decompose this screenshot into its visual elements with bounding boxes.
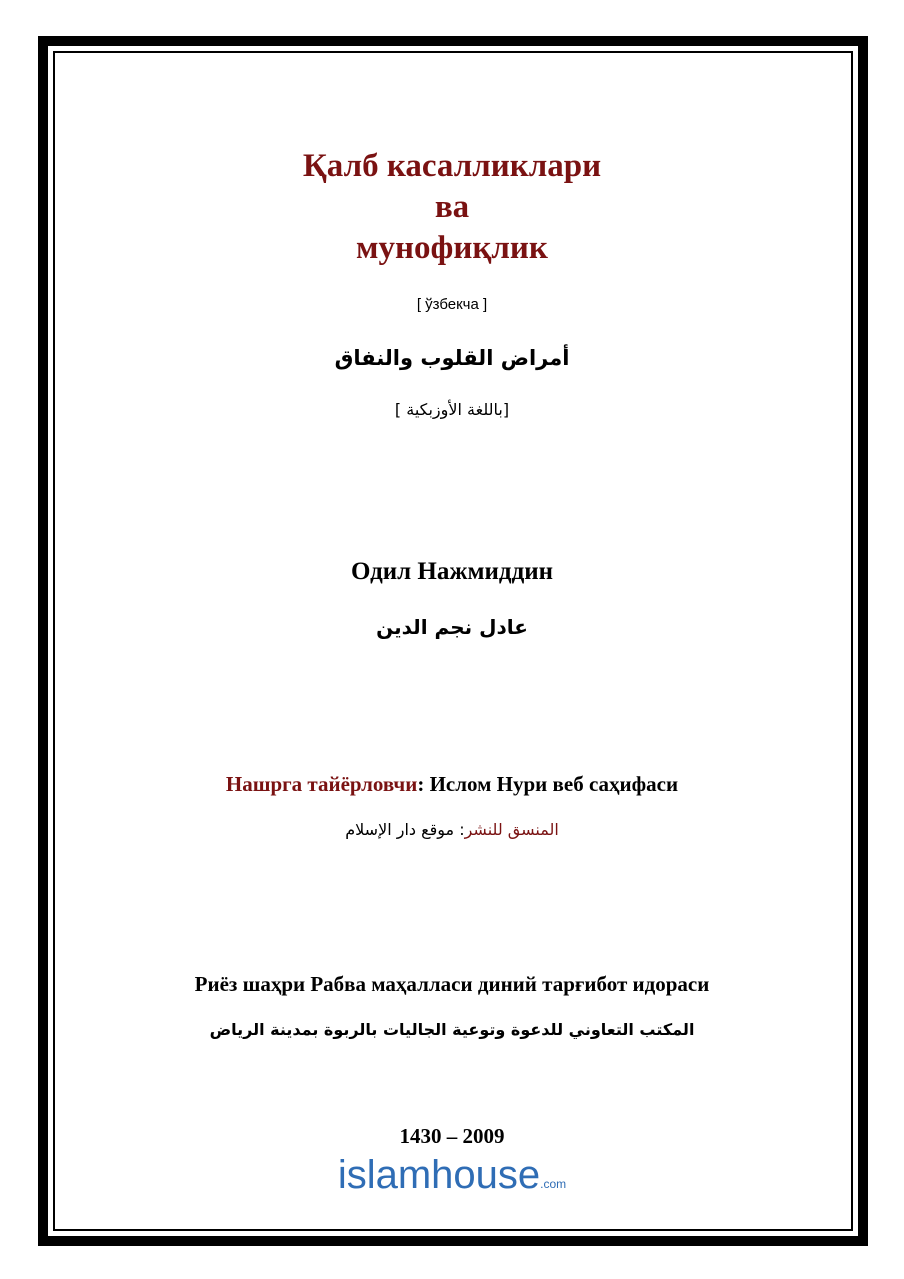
preparer-separator-arabic: : bbox=[454, 820, 465, 839]
arabic-title: أمراض القلوب والنفاق bbox=[334, 346, 570, 370]
preparer-separator: : bbox=[417, 772, 430, 796]
office-name: Риёз шаҳри Рабва маҳалласи диний тарғибот идораси bbox=[194, 972, 710, 996]
publication-year: 1430 – 2009 bbox=[399, 1124, 505, 1148]
islamhouse-logo bbox=[60, 1153, 844, 1198]
book-title bbox=[60, 146, 844, 269]
preparer-value: Ислом Нури веб саҳифаси bbox=[429, 772, 679, 796]
preparer-label: Нашрга тайёрловчи bbox=[225, 772, 418, 796]
preparer-value-arabic: موقع دار الإسلام bbox=[345, 820, 455, 839]
author-name: Одил Нажмиддин bbox=[350, 558, 554, 585]
office-name-arabic: المكتب التعاوني للدعوة وتوعية الجاليات بالربوة بمدينة الرياض bbox=[209, 1020, 695, 1039]
preparer-line bbox=[60, 772, 844, 797]
logo-main-text: islamhouse bbox=[337, 1153, 541, 1197]
language-note: [ ўзбекча ] bbox=[416, 296, 488, 313]
author-name-arabic: عادل نجم الدين bbox=[376, 615, 528, 639]
preparer-line-arabic bbox=[60, 820, 844, 839]
preparer-label-arabic: المنسق للنشر bbox=[464, 820, 559, 839]
title-line-1: Қалб касалликлари bbox=[302, 148, 602, 184]
title-line-3: мунофиқлик bbox=[356, 230, 548, 266]
logo-suffix: .com bbox=[540, 1177, 567, 1191]
arabic-language-note: [باللغة الأوزبكية ] bbox=[394, 400, 510, 419]
title-line-2: ва bbox=[434, 189, 470, 225]
